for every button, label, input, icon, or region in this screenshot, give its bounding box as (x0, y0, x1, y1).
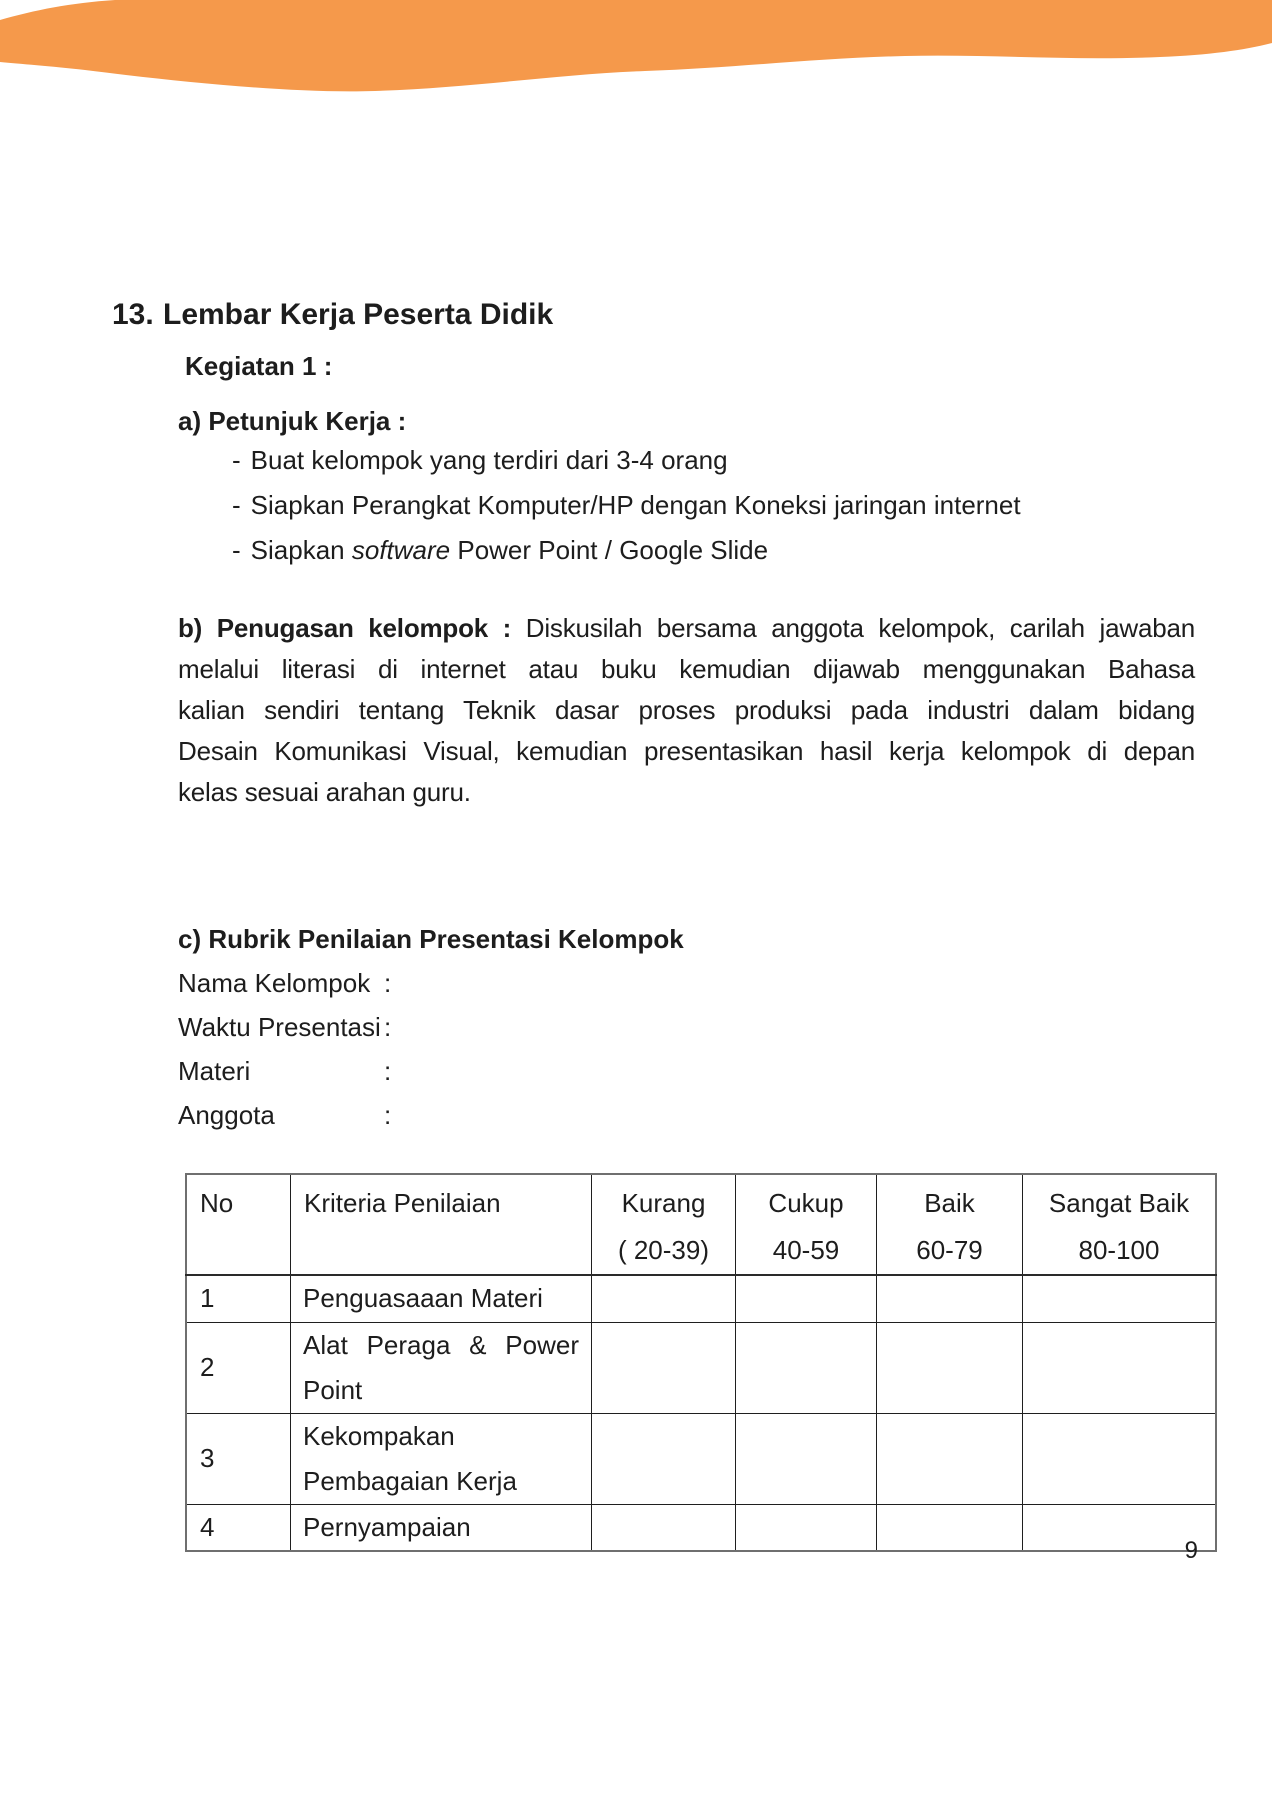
header-line: 60-79 (916, 1235, 983, 1265)
score-cell (877, 1275, 1023, 1322)
criteria-cell (291, 1413, 592, 1504)
paragraph-line: b) Penugasan kelompok : Diskusilah bersama anggota kelompok, carilah jawaban (178, 613, 1196, 643)
score-cell (877, 1322, 1023, 1413)
score-cell (736, 1413, 877, 1504)
table-header-cell (592, 1174, 736, 1275)
score-cell (592, 1322, 736, 1413)
row-number-cell: 3 (186, 1413, 291, 1504)
score-cell (592, 1275, 736, 1322)
section-a-heading: a) Petunjuk Kerja : (178, 406, 407, 436)
text-segment: Power Point / Google Slide (450, 535, 769, 565)
list-item (232, 440, 1021, 480)
rubric-table (185, 1173, 1217, 1552)
paragraph-line: melalui literasi di internet atau buku kemudian dijawab menggunakan Bahasa (178, 654, 1195, 684)
table-row (186, 1413, 1216, 1504)
header-line: No (200, 1188, 234, 1218)
bullet-dash: - (232, 445, 241, 475)
field-colon: : (384, 1100, 392, 1130)
criteria-line: Pernyampaian (303, 1511, 471, 1542)
table-row (186, 1504, 1216, 1551)
bullet-text (251, 485, 1021, 525)
page-title (112, 297, 553, 333)
field-colon: : (384, 1012, 392, 1042)
list-item (232, 530, 1021, 570)
bullet-text (251, 530, 768, 570)
list-item (232, 485, 1021, 525)
score-cell (1023, 1413, 1217, 1504)
field-colon: : (384, 1056, 392, 1086)
score-cell (592, 1413, 736, 1504)
section-c-heading: c) Rubrik Penilaian Presentasi Kelompok (178, 924, 684, 954)
score-cell (877, 1413, 1023, 1504)
section-b-paragraph (178, 608, 1195, 813)
header-line: 80-100 (1078, 1235, 1160, 1265)
score-cell (877, 1504, 1023, 1551)
criteria-line: Point (303, 1374, 363, 1405)
kegiatan-heading: Kegiatan 1 : (185, 351, 333, 381)
field-label: Anggota (178, 1100, 275, 1130)
list-marker-b: b) (178, 613, 203, 643)
score-cell (736, 1504, 877, 1551)
page-number: 9 (1184, 1537, 1198, 1564)
paragraph-line: kalian sendiri tentang Teknik dasar proses produksi pada industri dalam bidang (178, 695, 1195, 725)
table-header-cell (291, 1174, 592, 1275)
header-line: Sangat Baik (1048, 1188, 1190, 1218)
rubric-form-fields (178, 961, 391, 1137)
rubric-table-wrap (185, 1173, 1217, 1552)
header-line: Kriteria Penilaian (304, 1188, 501, 1218)
table-header-cell (877, 1174, 1023, 1275)
text-segment: Siapkan Perangkat Komputer/HP dengan Koneksi jaringan internet (250, 490, 1021, 520)
form-field (178, 1093, 391, 1137)
italic-text: software (351, 535, 451, 565)
row-number-cell: 2 (186, 1322, 291, 1413)
criteria-line: Kekompakan (303, 1420, 455, 1451)
criteria-line: Alat Peraga & Power (303, 1329, 579, 1360)
text-segment: Siapkan (250, 535, 352, 565)
title-number: 13. (112, 298, 154, 331)
table-header-row (186, 1174, 1216, 1275)
table-row (186, 1322, 1216, 1413)
paragraph-line: Desain Komunikasi Visual, kemudian presentasikan hasil kerja kelompok di depan (178, 736, 1195, 766)
instruction-list (232, 440, 1021, 575)
paragraph-line: kelas sesuai arahan guru. (178, 777, 471, 807)
row-number-cell: 1 (186, 1275, 291, 1322)
bullet-text (251, 440, 728, 480)
title-text: Lembar Kerja Peserta Didik (163, 298, 554, 331)
table-row (186, 1275, 1216, 1322)
score-cell (736, 1275, 877, 1322)
field-colon: : (384, 968, 392, 998)
score-cell (1023, 1322, 1217, 1413)
table-header-cell (186, 1174, 291, 1275)
rubric-table-body (186, 1275, 1216, 1551)
score-cell (1023, 1275, 1217, 1322)
header-line: 40-59 (772, 1235, 840, 1265)
criteria-line: Penguasaaan Materi (303, 1283, 543, 1314)
paragraph-lead: Penugasan kelompok : (216, 613, 512, 643)
header-line: ( 20-39) (617, 1235, 710, 1265)
field-label: Materi (178, 1056, 251, 1086)
bullet-dash: - (232, 490, 241, 520)
score-cell (592, 1504, 736, 1551)
table-header-cell (736, 1174, 877, 1275)
header-line: Baik (924, 1188, 975, 1218)
criteria-cell (291, 1504, 592, 1551)
row-number-cell: 4 (186, 1504, 291, 1551)
form-field (178, 1005, 391, 1049)
rubric-table-head (186, 1174, 1216, 1275)
form-field (178, 961, 391, 1005)
field-label: Nama Kelompok (178, 968, 371, 998)
header-line: Kurang (621, 1188, 706, 1218)
bullet-dash: - (232, 535, 241, 565)
criteria-cell (291, 1322, 592, 1413)
header-wave (0, 0, 1272, 120)
header-line: Cukup (768, 1188, 844, 1218)
field-label: Waktu Presentasi (178, 1012, 381, 1042)
table-header-cell (1023, 1174, 1217, 1275)
criteria-cell (291, 1275, 592, 1322)
criteria-line: Pembagaian Kerja (303, 1465, 517, 1496)
text-segment: Buat kelompok yang terdiri dari 3-4 orang (250, 445, 728, 475)
header-wave-shape (0, 0, 1272, 91)
form-field (178, 1049, 391, 1093)
score-cell (736, 1322, 877, 1413)
